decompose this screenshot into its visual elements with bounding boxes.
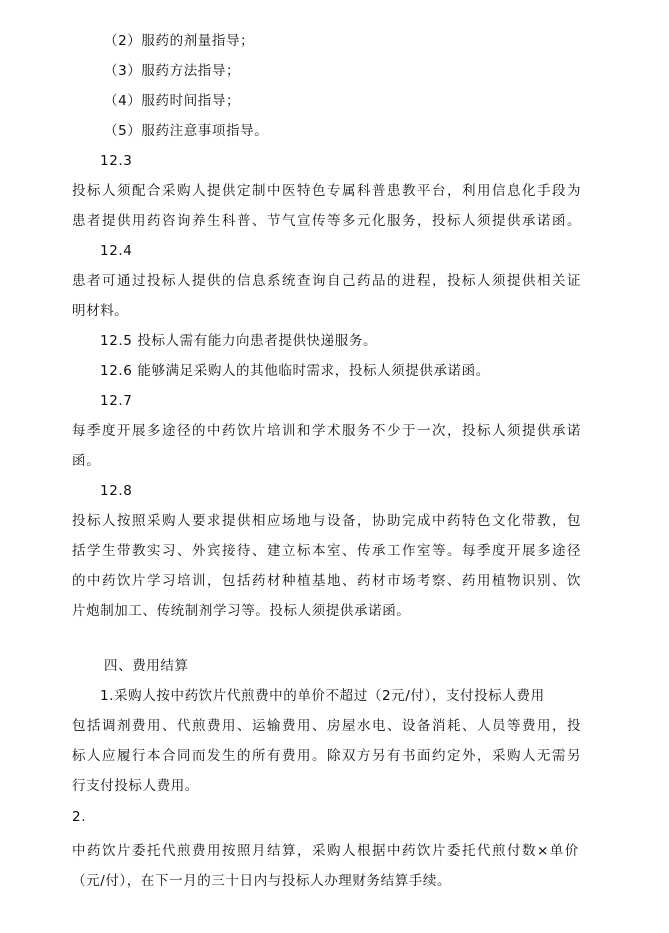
section-number: 12.7 [100, 393, 133, 409]
paragraph-line: （元/付），在下一月的三十日内与投标人办理财务结算手续。 [72, 873, 452, 889]
paragraph-line: （4）服药时间指导； [104, 93, 241, 109]
paragraph-line: 投标人须配合采购人提供定制中医特色专属科普患教平台，利用信息化手段为 [72, 183, 582, 199]
paragraph-line: 12.6 能够满足采购人的其他临时需求，投标人须提供承诺函。 [100, 363, 490, 379]
paragraph-line: 括学生带教实习、外宾接待、建立标本室、传承工作室等。每季度开展多途径 [72, 543, 582, 559]
paragraph-line: 中药饮片委托代煎费用按照月结算，采购人根据中药饮片委托代煎付数×单价 [72, 843, 580, 859]
section-number: 12.4 [100, 243, 133, 259]
paragraph-line: 标人应履行本合同而发生的所有费用。除双方另有书面约定外，采购人无需另 [72, 748, 582, 764]
section-number: 12.8 [100, 483, 133, 499]
paragraph-line: 每季度开展多途径的中药饮片培训和学术服务不少于一次，投标人须提供承诺 [72, 423, 582, 439]
section-number: 12.3 [100, 153, 133, 169]
section-heading: 四、费用结算 [104, 658, 189, 674]
paragraph-line: （5）服药注意事项指导。 [104, 123, 269, 139]
paragraph-line: 患者提供用药咨询养生科普、节气宣传等多元化服务，投标人须提供承诺函。 [72, 213, 582, 229]
paragraph-line: 片炮制加工、传统制剂学习等。投标人须提供承诺函。 [72, 603, 411, 619]
paragraph-line: 明材料。 [72, 303, 129, 319]
paragraph-line: 的中药饮片学习培训，包括药材种植基地、药材市场考察、药用植物识别、饮 [72, 573, 582, 589]
paragraph-line: 12.5 投标人需有能力向患者提供快递服务。 [100, 333, 378, 349]
paragraph-line: （3）服药方法指导； [104, 63, 241, 79]
paragraph-line: （2）服药的剂量指导； [104, 33, 255, 49]
paragraph-line: 函。 [72, 453, 101, 469]
section-number: 2. [72, 809, 87, 825]
paragraph-line: 投标人按照采购人要求提供相应场地与设备，协助完成中药特色文化带教，包 [72, 513, 582, 529]
paragraph-line: 行支付投标人费用。 [72, 778, 199, 794]
paragraph-line: 包括调剂费用、代煎费用、运输费用、房屋水电、设备消耗、人员等费用，投 [72, 718, 582, 734]
paragraph-line: 1.采购人按中药饮片代煎费中的单价不超过（2元/付），支付投标人费用 [100, 688, 545, 704]
paragraph-line: 患者可通过投标人提供的信息系统查询自己药品的进程，投标人须提供相关证 [72, 273, 582, 289]
